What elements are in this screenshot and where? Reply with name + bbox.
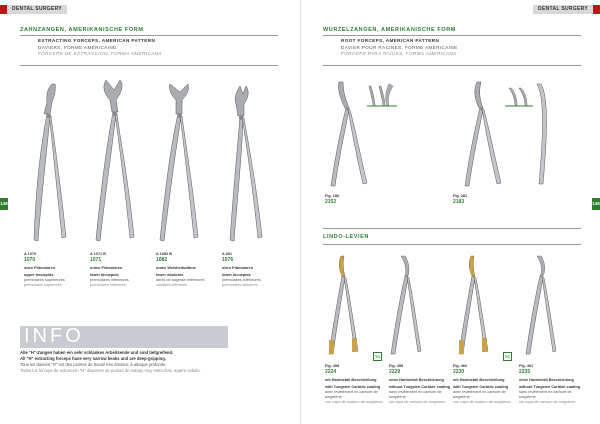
product-fig: Fig. 459 [389,364,404,368]
product-caption [519,364,581,405]
product-caption [389,364,451,405]
page-header [0,5,300,15]
product-code: 2230 [453,369,465,375]
section-title: WURZELZANGEN, AMERIKANISCHE FORM [323,27,456,33]
product-caption [24,252,82,288]
info-title: INFO [24,325,84,347]
product-fig: A 891 [222,252,232,256]
subtitle-fr: DAVIERS, FORME AMÉRICAINE [38,44,117,50]
product-fig: A 1070 [24,252,37,256]
product-code: 2224 [325,369,337,375]
root-forceps-image-1 [325,78,405,190]
product-code: 1070 [24,257,36,263]
product-code: 1076 [222,257,234,263]
subtitle-fr: DAVIER POUR RACINES, FORME AMÉRICAINE [341,44,458,50]
tc-badge: TC [504,354,511,359]
product-desc-en: lower bicuspids [222,273,251,277]
section-divider [323,244,581,245]
product-desc-es: con capa de carburo de tungsteno [453,400,511,404]
section-divider [323,35,581,36]
product-desc-es: sin capa de carburo de tungsteno [519,400,576,404]
product-desc-en: without Tungsten Carbide coating [389,385,451,389]
forceps-image-3 [150,80,204,248]
product-code: 2152 [325,199,337,205]
product-desc-fr: prémolaires supérieures [24,278,65,282]
product-fig: Fig. 460 [453,364,468,368]
product-desc-es: premolares superiores [24,283,62,287]
product-desc-fr: avec revêtement en carbure de tungstène [453,390,506,399]
product-fig: Fig. 281 [453,194,468,198]
subtitle-en: ROOT FORCEPS, AMERICAN PATTERN [341,38,440,43]
section-divider [323,228,581,229]
header-accent [0,5,7,14]
product-desc-es: premolares inferiores [222,283,258,287]
tc-badge: TC [374,354,381,359]
info-line-es: Todos los fórceps de extracción "H" disponen de puntas de trabajo muy estrechas, agarre calado. [20,368,201,373]
product-caption [325,364,387,405]
product-caption [325,194,339,206]
product-desc-es: sin capa de carburo de tungsteno [389,400,446,404]
forceps-image-2 [84,78,140,248]
info-line-fr: Tous les daviers "H" ont des pointes de travail très étroites, à attaque profonde. [20,362,167,367]
product-fig: A 1082 B [156,252,172,256]
subtitle-es: FÓRCEPS PARA RAÍCES, FORMA AMERICANA [341,51,457,56]
product-desc-de: unten Weisheitszähne [156,266,196,270]
header-label: DENTAL SURGERY [533,5,593,14]
product-desc-de: oben Prämolaren [24,266,56,270]
product-fig: A 1071 B [90,252,106,256]
product-desc-fr: prémolaires inférieures [222,278,261,282]
product-code: 2229 [389,369,401,375]
subtitle-es: FÓRCEPS DE EXTRACCIÓN, FORMA AMERICANA [38,51,162,56]
product-desc-en: lower wisdoms [156,273,184,277]
forceps-image-4 [214,82,266,248]
right-page [300,0,600,424]
product-desc-en: lower bicuspids [90,273,119,277]
product-desc-fr: dents de sagesse inférieures [156,278,205,282]
product-desc-es: premolares inferiores [90,283,126,287]
product-caption [90,252,148,288]
lindo-forceps-image-2 [385,254,425,358]
info-line-en: All "H" extracting forceps have very narrow beaks and are deep-gripping. [20,356,166,361]
product-fig: Fig. 461 [519,364,534,368]
lindo-forceps-image-4 [519,254,559,358]
section-divider [20,35,278,36]
section-divider [20,65,278,66]
product-caption [453,194,467,206]
forceps-image-1 [22,80,72,248]
product-caption [453,364,515,405]
product-fig: Fig. 458 [325,364,340,368]
product-desc-es: con capa de carburo de tungsteno [325,400,383,404]
product-code: 1071 [90,257,102,263]
product-desc-es: cordales inferiores [156,283,188,287]
lindo-forceps-image-3 [453,254,491,358]
product-fig: Fig. 186 [325,194,340,198]
section-subtitles [341,38,458,58]
product-desc-fr: prémolaires inférieures [90,278,129,282]
section-title: LINDO-LEVIEN [323,234,370,240]
header-accent [593,5,600,14]
subtitle-en: EXTRACTING FORCEPS, AMERICAN PATTERN [38,38,156,43]
page-number: 148 [0,198,8,210]
lindo-forceps-image-1 [323,254,361,358]
product-desc-fr: avec revêtement en carbure de tungstène [325,390,378,399]
product-desc-de: oben Prämolaren [222,266,254,270]
product-code: 2183 [453,199,465,205]
product-desc-en: upper bicuspids [24,273,54,277]
product-desc-de: ohne Hartmetall Beschichtung [519,378,574,382]
product-desc-en: with Tungsten Carbide coating [453,385,509,389]
product-desc-de: mit Hartmetall Beschichtung [453,378,505,382]
page-number: 149 [592,198,600,210]
product-caption [222,252,280,288]
page-header [301,5,600,15]
section-title: ZAHNZANGEN, AMERIKANISCHE FORM [20,27,144,33]
product-desc-de: ohne Hartmetall Beschichtung [389,378,444,382]
info-line-de: Alle "H"-Zangen haben ein sehr schlankes Arbeitsende und sind tiefgreifend. [20,350,174,355]
section-subtitles [38,38,162,58]
product-code: 2235 [519,369,531,375]
product-desc-de: mit Hartmetall Beschichtung [325,378,377,382]
info-box [20,326,228,348]
info-text [20,350,260,374]
product-code: 1082 [156,257,168,263]
product-desc-en: without Tungsten Carbide coating [519,385,581,389]
product-desc-de: unten Prämolaren [90,266,123,270]
header-label: DENTAL SURGERY [7,5,67,14]
root-forceps-image-2 [453,78,563,190]
product-desc-fr: sans revêtement en carbure de tungstène [389,390,442,399]
product-caption [156,252,214,288]
section-divider [323,65,581,66]
product-desc-en: with Tungsten Carbide coating [325,385,381,389]
product-desc-fr: sans revêtement en carbure de tungstène [519,390,572,399]
